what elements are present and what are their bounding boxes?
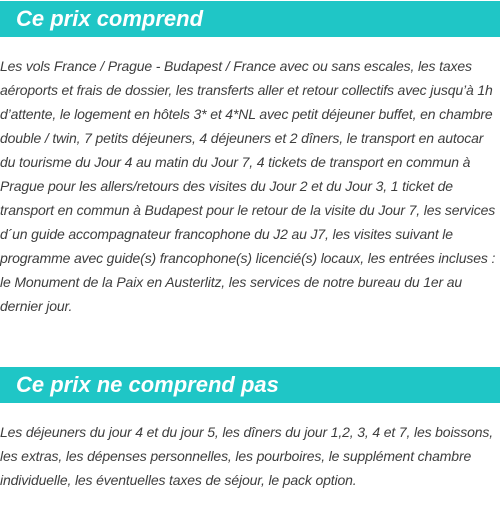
excluded-section-header: [0, 367, 500, 403]
excluded-section-text: Les déjeuners du jour 4 et du jour 5, les dîners du jour 1,2, 3, 4 et 7, les boissons, les extras, les dépenses personnelles, les pourboires, le supplément chambre individuelle, les éventuelles taxes de séjour, le pack option.: [0, 424, 493, 488]
included-section-text: Les vols France / Prague - Budapest / France avec ou sans escales, les taxes aéroports et frais de dossier, les transferts aller et retour collectifs avec jusqu’à 1h d’attente, le logement en hôtels 3* et 4*NL avec petit déjeuner buffet, en chambre double / twin, 7 petits déjeuners, 4 déjeuners et 2 dîners, le transport en autocar du tourisme du Jour 4 au matin du Jour 7, 4 tickets de transport en commun à Prague pour les allers/retours des visites du Jour 2 et du Jour 3, 1 ticket de transport en commun à Budapest pour le retour de la visite du Jour 7, les services d´un guide accompagnateur francophone du J2 au J7, les visites suivant le programme avec guide(s) francophone(s) licencié(s) locaux, les entrées incluses : le Monument de la Paix en Austerlitz, les services de notre bureau du 1er au dernier jour.: [0, 58, 496, 314]
included-section-title: Ce prix comprend: [16, 6, 204, 31]
included-section-header: [0, 1, 500, 37]
excluded-section-title: Ce prix ne comprend pas: [16, 372, 279, 397]
